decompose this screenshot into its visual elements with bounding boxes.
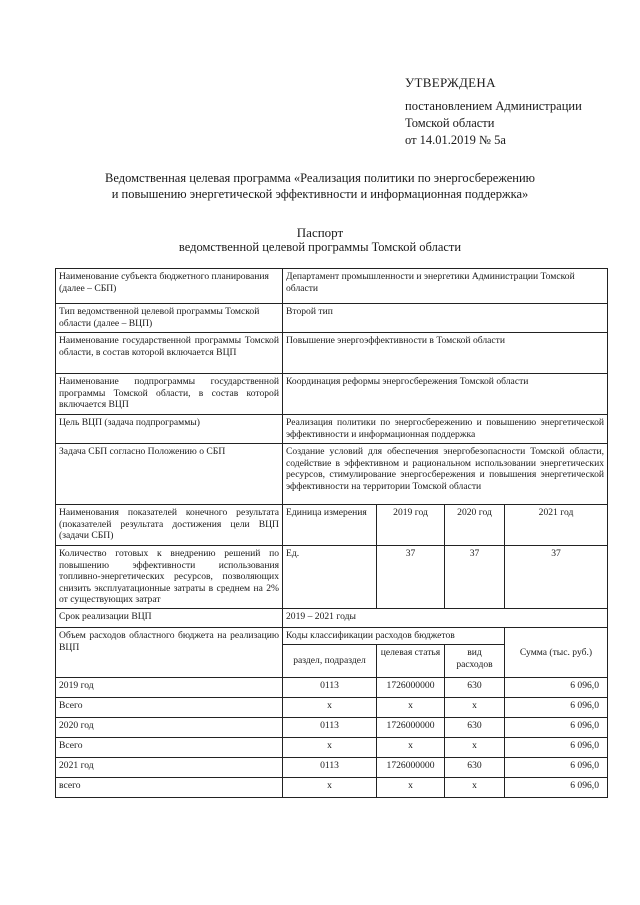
- table-row: [56, 758, 608, 778]
- budget-row-section: х: [283, 738, 377, 758]
- budget-row-section: х: [283, 698, 377, 718]
- budget-row-label: Всего: [56, 738, 283, 758]
- budget-row-type: 630: [445, 718, 505, 738]
- budget-row-label: 2019 год: [56, 678, 283, 698]
- state-program-label: Наименование государственной программы Томской области, в состав которой включается ВЦП: [56, 333, 283, 374]
- table-row: [56, 505, 608, 546]
- budget-row-article: х: [377, 698, 445, 718]
- budget-row-sum: 6 096,0: [505, 678, 608, 698]
- budget-row-article: х: [377, 738, 445, 758]
- budget-row-type: х: [445, 778, 505, 798]
- budget-row-sum: 6 096,0: [505, 738, 608, 758]
- table-row: [56, 444, 608, 505]
- task-value: Создание условий для обеспечения энергобезопасности Томской области, содействие в эффективном и рациональном использовании энергетических ресурсов, стимулирование энергосбережения и повышения энергетической эффективности на территории Томской области: [283, 444, 608, 505]
- indicators-label: Наименования показателей конечного результата (показателей результата достижения цели ВЦП (задачи СБП): [56, 505, 283, 546]
- program-type-value: Второй тип: [283, 304, 608, 333]
- budget-row-type: 630: [445, 758, 505, 778]
- year-header-2021: 2021 год: [505, 505, 608, 546]
- budget-row-section: 0113: [283, 678, 377, 698]
- approval-heading: УТВЕРЖДЕНА: [405, 75, 496, 90]
- table-row: [56, 304, 608, 333]
- table-row: [56, 718, 608, 738]
- codes-header: Коды классификации расходов бюджетов: [283, 628, 505, 645]
- table-row: [56, 698, 608, 718]
- passport-heading: Паспорт: [296, 225, 344, 240]
- approval-block: [405, 74, 582, 149]
- period-label: Срок реализации ВЦП: [56, 609, 283, 628]
- type-header: вид расходов: [445, 645, 505, 678]
- subprogram-value: Координация реформы энергосбережения Томской области: [283, 374, 608, 415]
- budget-row-sum: 6 096,0: [505, 718, 608, 738]
- passport-table: [55, 268, 608, 798]
- budget-row-type: х: [445, 698, 505, 718]
- indicator-value-2020: 37: [445, 546, 505, 609]
- budget-row-sum: 6 096,0: [505, 778, 608, 798]
- budget-row-section: 0113: [283, 718, 377, 738]
- task-label: Задача СБП согласно Положению о СБП: [56, 444, 283, 505]
- table-row: [56, 609, 608, 628]
- budget-row-label: 2021 год: [56, 758, 283, 778]
- unit-header: Единица измерения: [283, 505, 377, 546]
- program-type-label: Тип ведомственной целевой программы Томской области (далее – ВЦП): [56, 304, 283, 333]
- passport-title: [40, 225, 600, 255]
- section-header: раздел, подраздел: [283, 645, 377, 678]
- indicator-unit: Ед.: [283, 546, 377, 609]
- budget-row-sum: 6 096,0: [505, 758, 608, 778]
- table-row: [56, 374, 608, 415]
- table-row: [56, 333, 608, 374]
- subject-label: Наименование субъекта бюджетного планирования (далее – СБП): [56, 269, 283, 304]
- approval-date: от 14.01.2019 № 5а: [405, 133, 506, 147]
- budget-row-article: 1726000000: [377, 678, 445, 698]
- passport-subheading: ведомственной целевой программы Томской области: [178, 240, 462, 254]
- subject-value: Департамент промышленности и энергетики Администрации Томской области: [283, 269, 608, 304]
- table-row: [56, 415, 608, 444]
- state-program-value: Повышение энергоэффективности в Томской области: [283, 333, 608, 374]
- period-value: 2019 – 2021 годы: [283, 609, 608, 628]
- indicator-label: Количество готовых к внедрению решений по повышению эффективности использования топливно-энергетических ресурсов, позволяющих снизить эксплуатационные затраты в среднем на 2% от существующих затрат: [56, 546, 283, 609]
- table-row: [56, 628, 608, 645]
- approval-line-1: постановлением Администрации: [405, 99, 582, 113]
- budget-row-article: 1726000000: [377, 718, 445, 738]
- program-title-line-1: Ведомственная целевая программа «Реализация политики по энергосбережению: [105, 171, 535, 185]
- table-row: [56, 678, 608, 698]
- sum-header: Сумма (тыс. руб.): [505, 628, 608, 678]
- indicator-value-2019: 37: [377, 546, 445, 609]
- subprogram-label: Наименование подпрограммы государственной программы Томской области, в состав которой включается ВЦП: [56, 374, 283, 415]
- budget-row-label: 2020 год: [56, 718, 283, 738]
- budget-row-article: 1726000000: [377, 758, 445, 778]
- budget-row-article: х: [377, 778, 445, 798]
- program-title: [40, 170, 600, 202]
- goal-label: Цель ВЦП (задача подпрограммы): [56, 415, 283, 444]
- table-row: [56, 778, 608, 798]
- budget-row-sum: 6 096,0: [505, 698, 608, 718]
- budget-row-section: 0113: [283, 758, 377, 778]
- goal-value: Реализация политики по энергосбережению и повышению энергетической эффективности и информационная поддержка: [283, 415, 608, 444]
- indicator-value-2021: 37: [505, 546, 608, 609]
- year-header-2019: 2019 год: [377, 505, 445, 546]
- budget-row-type: х: [445, 738, 505, 758]
- year-header-2020: 2020 год: [445, 505, 505, 546]
- table-row: [56, 738, 608, 758]
- budget-row-type: 630: [445, 678, 505, 698]
- article-header: целевая статья: [377, 645, 445, 678]
- budget-label: Объем расходов областного бюджета на реализацию ВЦП: [56, 628, 283, 678]
- table-row: [56, 269, 608, 304]
- table-row: [56, 546, 608, 609]
- program-title-line-2: и повышению энергетической эффективности и информационная поддержка»: [111, 187, 529, 201]
- budget-row-label: всего: [56, 778, 283, 798]
- budget-row-label: Всего: [56, 698, 283, 718]
- budget-row-section: х: [283, 778, 377, 798]
- approval-line-2: Томской области: [405, 116, 495, 130]
